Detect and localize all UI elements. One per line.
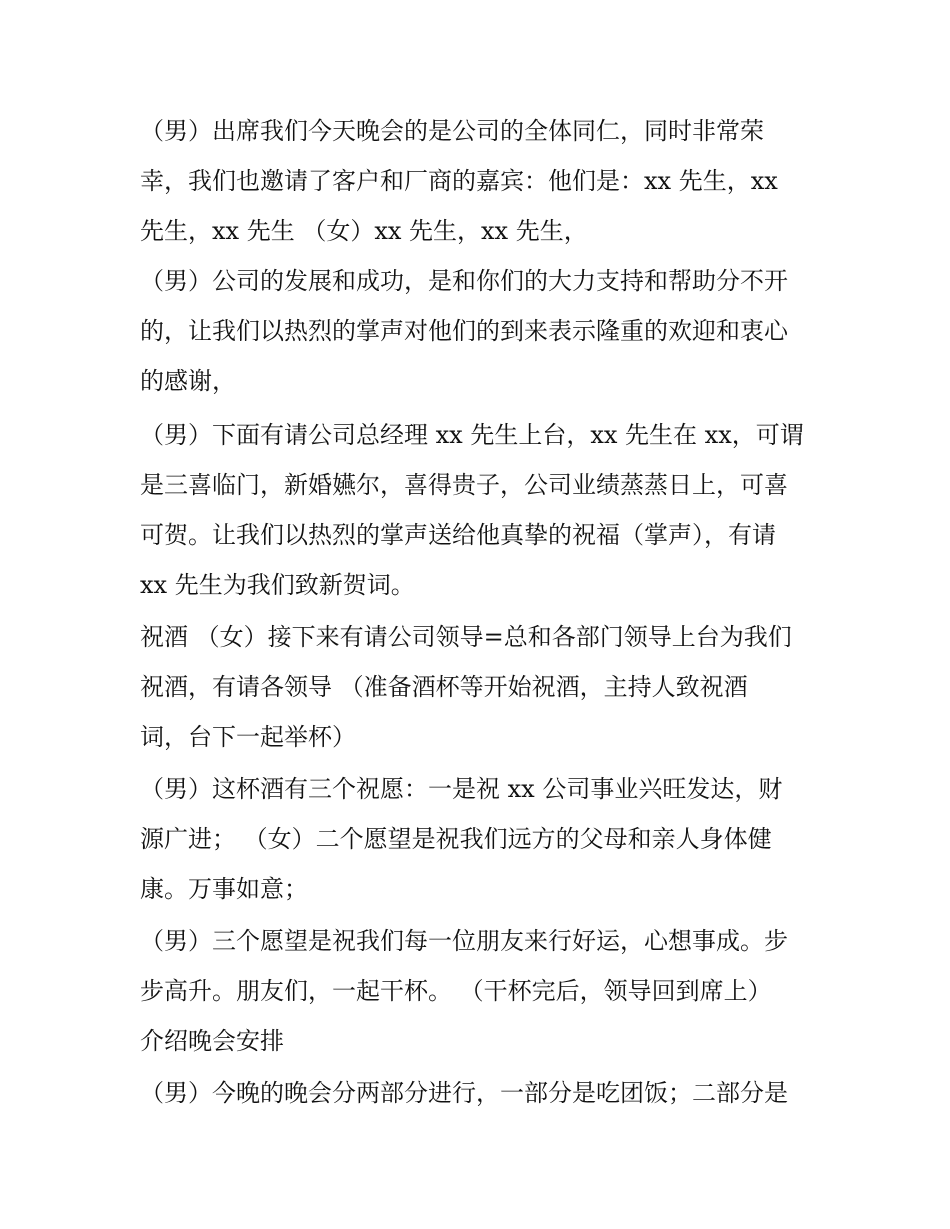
text-line: （男）公司的发展和成功，是和你们的大力支持和帮助分不开 [140, 267, 788, 295]
text-line: 先生，xx 先生 （女）xx 先生，xx 先生， [140, 217, 588, 245]
text-line: 可贺。让我们以热烈的掌声送给他真挚的祝福（掌声），有请 [140, 521, 776, 549]
text-line: 词，台下一起举杯） [140, 723, 356, 751]
text-line: 步高升。朋友们，一起干杯。 （干杯完后，领导回到席上） [140, 977, 772, 1005]
text-line: 的，让我们以热烈的掌声对他们的到来表示隆重的欢迎和衷心 [140, 317, 788, 345]
text-line: 的感谢， [140, 367, 236, 395]
text-line: 源广进； （女）二个愿望是祝我们远方的父母和亲人身体健 [140, 825, 772, 853]
text-line: 康。万事如意； [140, 875, 308, 903]
text-line: （男）这杯酒有三个祝愿：一是祝 xx 公司事业兴旺发达，财 [140, 775, 783, 803]
text-line: xx 先生为我们致新贺词。 [140, 571, 415, 599]
text-line: （男）三个愿望是祝我们每一位朋友来行好运，心想事成。步 [140, 927, 788, 955]
text-line: 幸，我们也邀请了客户和厂商的嘉宾：他们是：xx 先生，xx [140, 167, 778, 195]
text-line: （男）出席我们今天晚会的是公司的全体同仁，同时非常荣 [140, 117, 764, 145]
text-line: 介绍晚会安排 [140, 1027, 284, 1055]
text-line: （男）今晚的晚会分两部分进行，一部分是吃团饭；二部分是 [140, 1079, 788, 1107]
text-line: （男）下面有请公司总经理 xx 先生上台，xx 先生在 xx，可谓 [140, 421, 804, 449]
text-line: 是三喜临门，新婚嬿尔，喜得贵子，公司业绩蒸蒸日上，可喜 [140, 471, 788, 499]
text-line: 祝酒，有请各领导 （准备酒杯等开始祝酒，主持人致祝酒 [140, 673, 748, 701]
text-line: 祝酒 （女）接下来有请公司领导=总和各部门领导上台为我们 [140, 623, 792, 651]
